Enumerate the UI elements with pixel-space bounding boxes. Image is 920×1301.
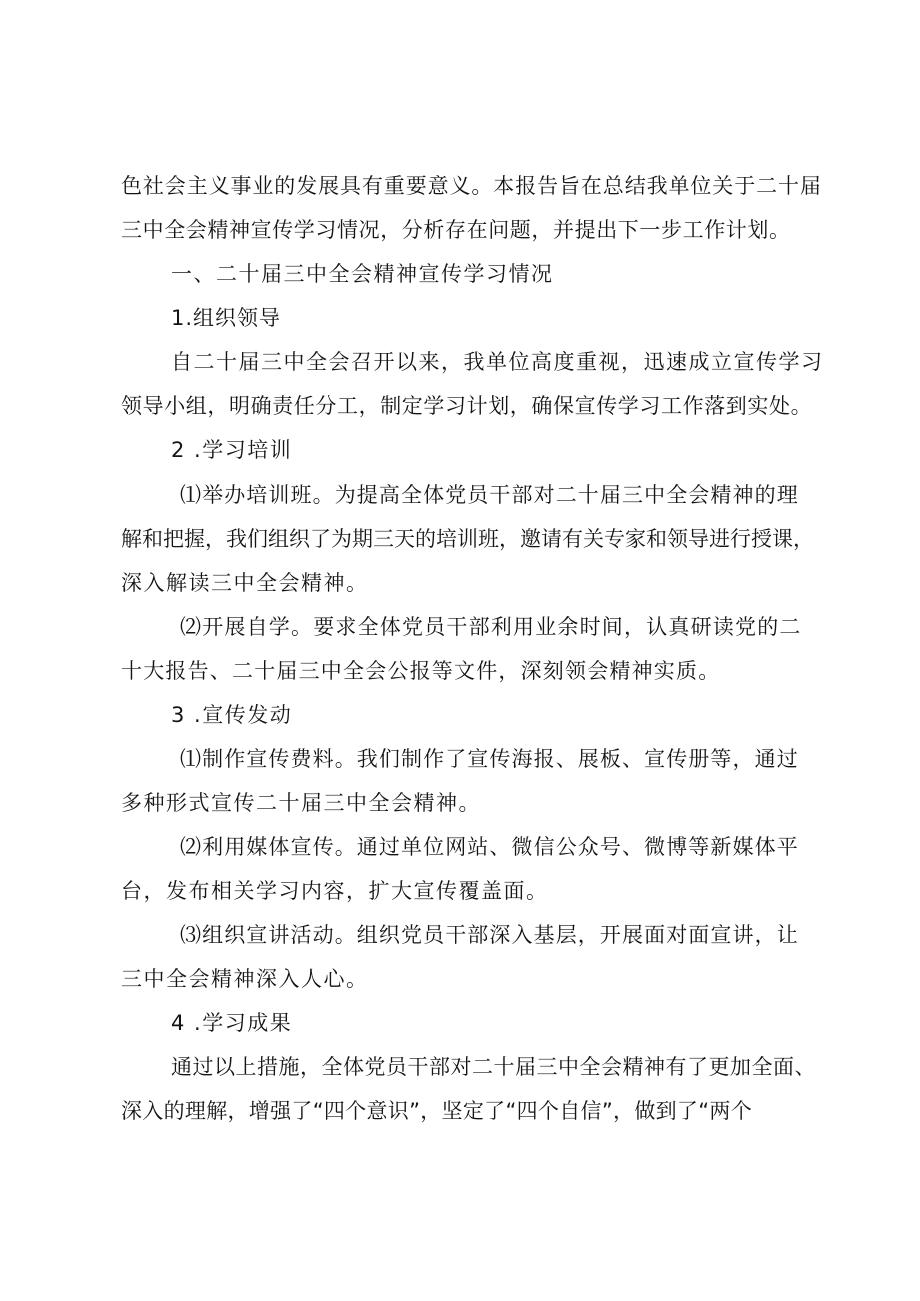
promo-p3-line-1: ⑶组织宣讲活动。组织党员干部深入基层，开展面对面宣讲，让	[180, 923, 799, 947]
heading-results: 4 .学习成果	[171, 1011, 293, 1035]
study-p1-line-1: ⑴举办培训班。为提高全体党员干部对二十届三中全会精神的理	[180, 483, 799, 507]
results-line-1: 通过以上措施，全体党员干部对二十届三中全会精神有了更加全面、	[171, 1055, 816, 1079]
promo-p2-line-2: 台，发布相关学习内容，扩大宣传覆盖面。	[121, 879, 549, 903]
promo-p1-line-2: 多种形式宣传二十届三中全会精神。	[121, 791, 481, 815]
heading-promotion: 3 .宣传发动	[171, 703, 293, 727]
intro-line-2: 三中全会精神宣传学习情况，分析存在问题，并提出下一步工作计划。	[121, 218, 791, 242]
organization-line-2: 领导小组，明确责任分工，制定学习计划，确保宣传学习工作落到实处。	[121, 394, 813, 418]
promo-p3-line-2: 三中全会精神深入人心。	[121, 967, 369, 991]
promo-p2-line-1: ⑵利用媒体宣传。通过单位网站、微信公众号、微博等新媒体平	[180, 835, 799, 859]
promo-p1-line-1: ⑴制作宣传费料。我们制作了宣传海报、展板、宣传册等，通过	[180, 747, 799, 771]
organization-line-1: 自二十届三中全会召开以来，我单位高度重视，迅速成立宣传学习	[171, 350, 824, 374]
study-p2-line-1: ⑵开展自学。要求全体党员干部利用业余时间，认真研读党的二	[180, 615, 802, 639]
study-p1-line-3: 深入解读三中全会精神。	[121, 571, 369, 595]
heading-study-training: 2 .学习培训	[171, 438, 293, 462]
results-line-2: 深入的理解，增强了“四个意识”，坚定了“四个自信”，做到了“两个	[121, 1099, 752, 1123]
study-p2-line-2: 十大报告、二十届三中全会公报等文件，深刻领会精神实质。	[121, 659, 721, 683]
heading-organization: 1.组织领导	[171, 306, 282, 330]
intro-line-1: 色社会主义事业的发展具有重要意义。本报告旨在总结我单位关于二十届	[121, 174, 822, 198]
study-p1-line-2: 解和把握，我们组织了为期三天的培训班，邀请有关专家和领导进行授课，	[121, 527, 814, 551]
section-heading: 一、二十届三中全会精神宣传学习情况	[171, 262, 554, 286]
